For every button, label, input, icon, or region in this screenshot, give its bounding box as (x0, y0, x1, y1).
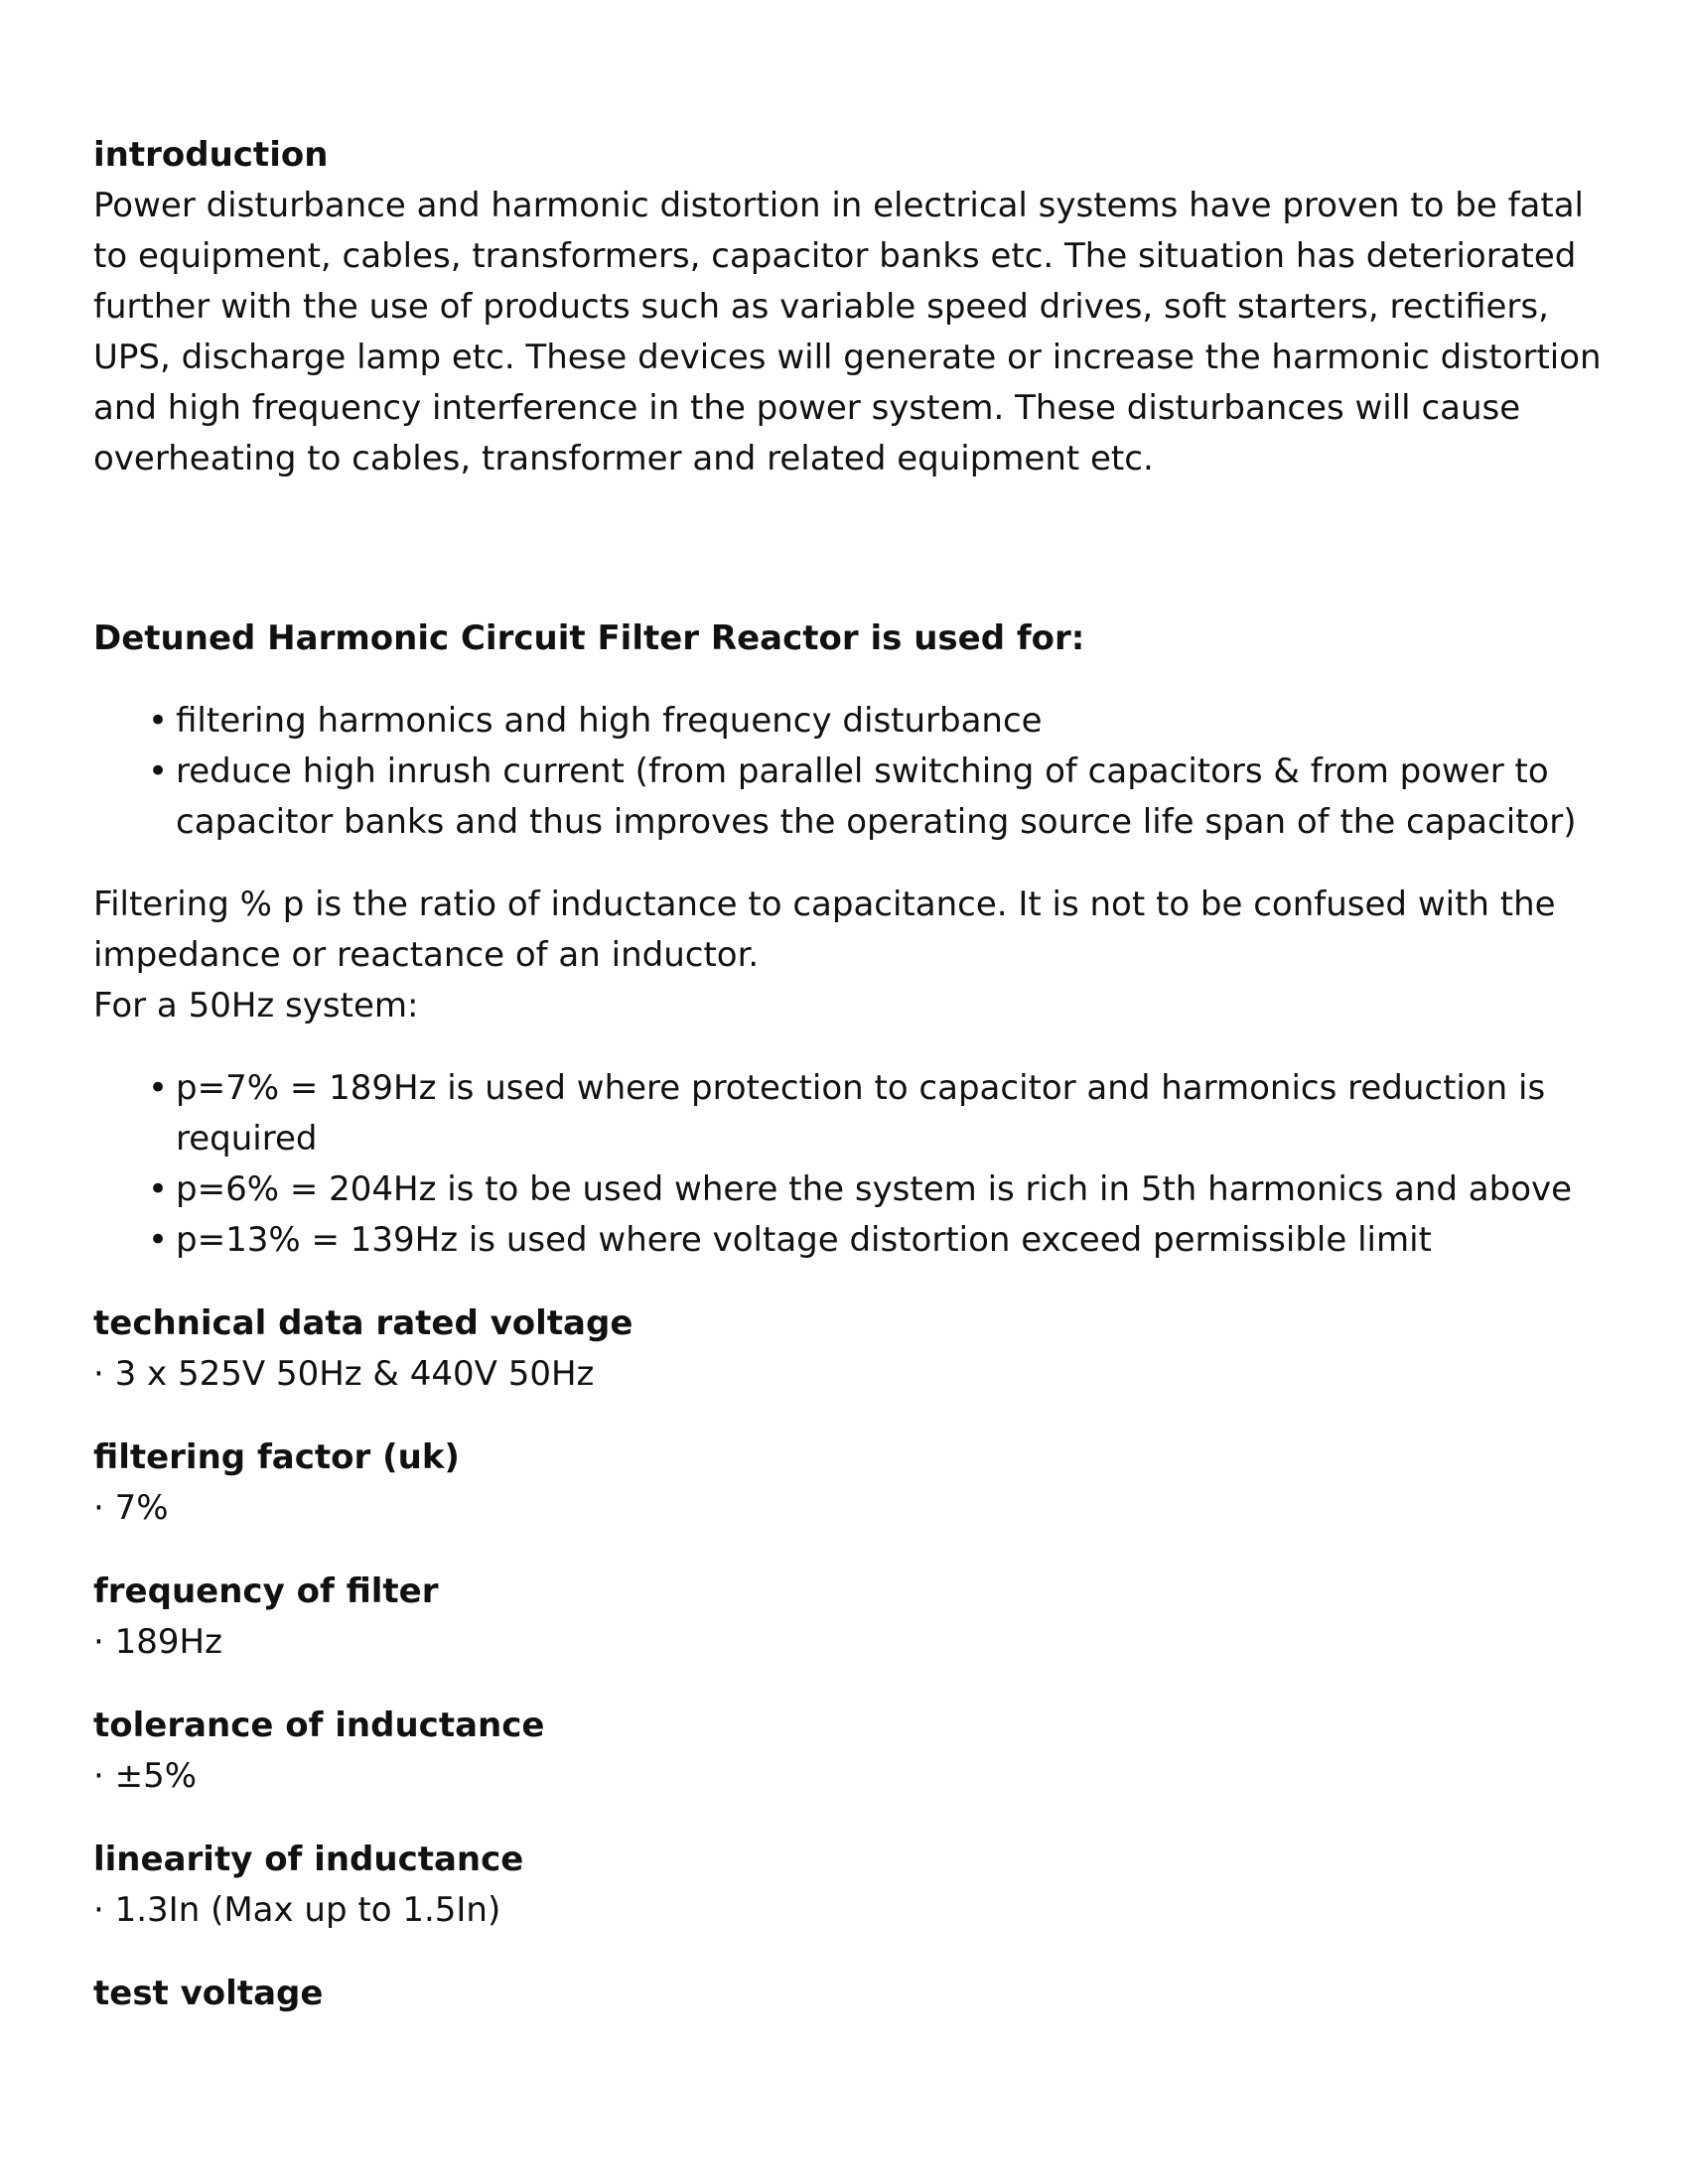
list-item (148, 1063, 1603, 1164)
spec-heading-linearity: linearity of inductance (93, 1840, 524, 1879)
spec-value-linearity: · 1.3In (Max up to 1.5In) (93, 1890, 501, 1930)
detuned-heading: Detuned Harmonic Circuit Filter Reactor is used for: (93, 618, 1085, 658)
list-item (148, 1215, 1603, 1266)
bullet-icon: • (148, 1169, 169, 1209)
filtering-definition: Filtering % p is the ratio of inductance to capacitance. It is not to be confused with the impedance or reactance of an inductor. (93, 885, 1556, 975)
list-item (148, 747, 1603, 848)
list-item-text: reduce high inrush current (from parallel switching of capacitors & from power to capacitor banks and thus improves the operating source life span of the capacitor) (176, 751, 1577, 842)
spec-heading-tolerance: tolerance of inductance (93, 1706, 545, 1745)
list-item-text: p=6% = 204Hz is to be used where the system is rich in 5th harmonics and above (176, 1169, 1573, 1209)
spec-heading-rated-voltage: technical data rated voltage (93, 1303, 633, 1343)
spec-heading-test-voltage: test voltage (93, 1974, 324, 2013)
list-item (148, 696, 1603, 747)
detuned-uses-list (93, 696, 1603, 848)
spec-heading-filtering-factor: filtering factor (uk) (93, 1437, 460, 1477)
filtering-system-note: For a 50Hz system: (93, 986, 419, 1025)
spec-value-tolerance: · ±5% (93, 1756, 198, 1796)
intro-paragraph: Power disturbance and harmonic distortion in electrical systems have proven to be fatal to equipment, cables, transformers, capacitor banks etc. The situation has deteriorated further with the use of products such as variable speed drives, soft starters, rectifiers, UPS, discharge lamp etc. These devices will generate or increase the harmonic distortion and high frequency interference in the power system. These disturbances will cause overheating to cables, transformer and related equipment etc. (93, 186, 1602, 478)
list-item-text: p=7% = 189Hz is used where protection to capacitor and harmonics reduction is required (176, 1068, 1546, 1159)
list-item (148, 1164, 1603, 1215)
spec-value-rated-voltage: · 3 x 525V 50Hz & 440V 50Hz (93, 1354, 595, 1394)
filtering-options-list (93, 1063, 1603, 1266)
spec-value-filtering-factor: · 7% (93, 1488, 169, 1528)
intro-heading: introduction (93, 135, 329, 175)
list-item-text: p=13% = 139Hz is used where voltage distortion exceed permissible limit (176, 1220, 1432, 1260)
spec-heading-frequency: frequency of filter (93, 1571, 439, 1611)
spec-value-frequency: · 189Hz (93, 1622, 222, 1662)
document-page (93, 130, 1603, 2019)
bullet-icon: • (148, 1068, 169, 1108)
bullet-icon: • (148, 1220, 169, 1260)
bullet-icon: • (148, 701, 169, 741)
bullet-icon: • (148, 751, 169, 791)
list-item-text: filtering harmonics and high frequency disturbance (176, 701, 1043, 741)
